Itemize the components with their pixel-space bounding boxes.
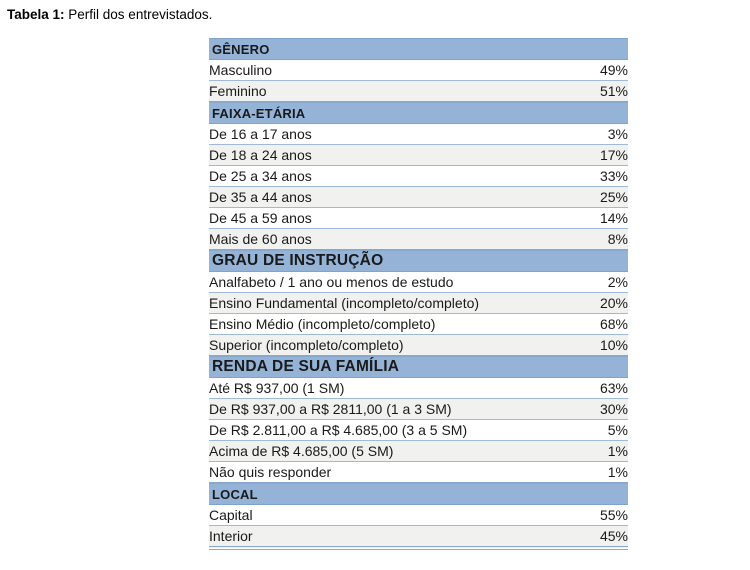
row-label: Masculino — [209, 62, 273, 78]
row-label: Feminino — [209, 83, 267, 99]
row-value: 10% — [599, 337, 628, 353]
row-value: 45% — [599, 528, 628, 544]
section-header: LOCAL — [209, 483, 628, 505]
row-label: Mais de 60 anos — [209, 231, 312, 247]
section-header: FAIXA-ETÁRIA — [209, 102, 628, 124]
table-caption-number: Tabela 1: — [7, 7, 65, 22]
table-row — [209, 505, 628, 526]
table-row — [209, 335, 628, 357]
section-header-row — [209, 483, 628, 505]
section-header-row — [209, 250, 628, 272]
row-value: 5% — [607, 422, 628, 438]
table-row — [209, 60, 628, 81]
row-value: 17% — [599, 147, 628, 163]
row-label: Não quis responder — [209, 464, 332, 480]
section-header-row — [209, 102, 628, 124]
row-value: 14% — [599, 210, 628, 226]
row-value: 49% — [599, 62, 628, 78]
section-renda-familia — [209, 356, 628, 483]
table-row — [209, 272, 628, 293]
table-row — [209, 229, 628, 251]
row-value: 8% — [607, 231, 628, 247]
row-label: De R$ 2.811,00 a R$ 4.685,00 (3 a 5 SM) — [209, 422, 468, 438]
table-row — [209, 208, 628, 229]
row-value: 1% — [607, 443, 628, 459]
row-label: Capital — [209, 507, 253, 523]
row-value: 1% — [607, 464, 628, 480]
row-value: 55% — [599, 507, 628, 523]
row-value: 51% — [599, 83, 628, 99]
row-label: De 25 a 34 anos — [209, 168, 312, 184]
table-row — [209, 314, 628, 335]
row-value: 63% — [599, 380, 628, 396]
section-header-row — [209, 356, 628, 378]
section-grau-instrucao — [209, 250, 628, 356]
row-label: Ensino Médio (incompleto/completo) — [209, 316, 436, 332]
row-value: 30% — [599, 401, 628, 417]
table-row — [209, 187, 628, 208]
row-label: De 35 a 44 anos — [209, 189, 312, 205]
row-value: 33% — [599, 168, 628, 184]
section-faixa-etaria — [209, 102, 628, 250]
table-row — [209, 145, 628, 166]
table-row — [209, 378, 628, 399]
section-header: GÊNERO — [209, 39, 628, 60]
table-caption — [7, 7, 212, 23]
section-header: RENDA DE SUA FAMÍLIA — [209, 356, 628, 378]
section-header-row — [209, 39, 628, 60]
row-label: Interior — [209, 528, 253, 544]
row-value: 2% — [607, 274, 628, 290]
table-caption-text: Perfil dos entrevistados. — [64, 7, 213, 22]
table-row — [209, 420, 628, 441]
row-label: De 16 a 17 anos — [209, 126, 312, 142]
row-label: De 45 a 59 anos — [209, 210, 312, 226]
profile-table — [209, 38, 628, 550]
row-label: De R$ 937,00 a R$ 2811,00 (1 a 3 SM) — [209, 401, 452, 417]
row-value: 20% — [599, 295, 628, 311]
row-label: De 18 a 24 anos — [209, 147, 312, 163]
row-label: Analfabeto / 1 ano ou menos de estudo — [209, 274, 454, 290]
section-local — [209, 483, 628, 548]
row-value: 3% — [607, 126, 628, 142]
row-value: 68% — [599, 316, 628, 332]
table-row — [209, 462, 628, 484]
row-label: Acima de R$ 4.685,00 (5 SM) — [209, 443, 394, 459]
table-row — [209, 399, 628, 420]
table-row — [209, 124, 628, 145]
table-row — [209, 441, 628, 462]
row-label: Até R$ 937,00 (1 SM) — [209, 380, 345, 396]
row-label: Ensino Fundamental (incompleto/completo) — [209, 295, 480, 311]
section-header: GRAU DE INSTRUÇÃO — [209, 250, 628, 272]
table-row — [209, 293, 628, 314]
section-genero — [209, 39, 628, 103]
table-row — [209, 81, 628, 103]
table-row — [209, 526, 628, 549]
row-value: 25% — [599, 189, 628, 205]
table-row — [209, 166, 628, 187]
row-label: Superior (incompleto/completo) — [209, 337, 404, 353]
